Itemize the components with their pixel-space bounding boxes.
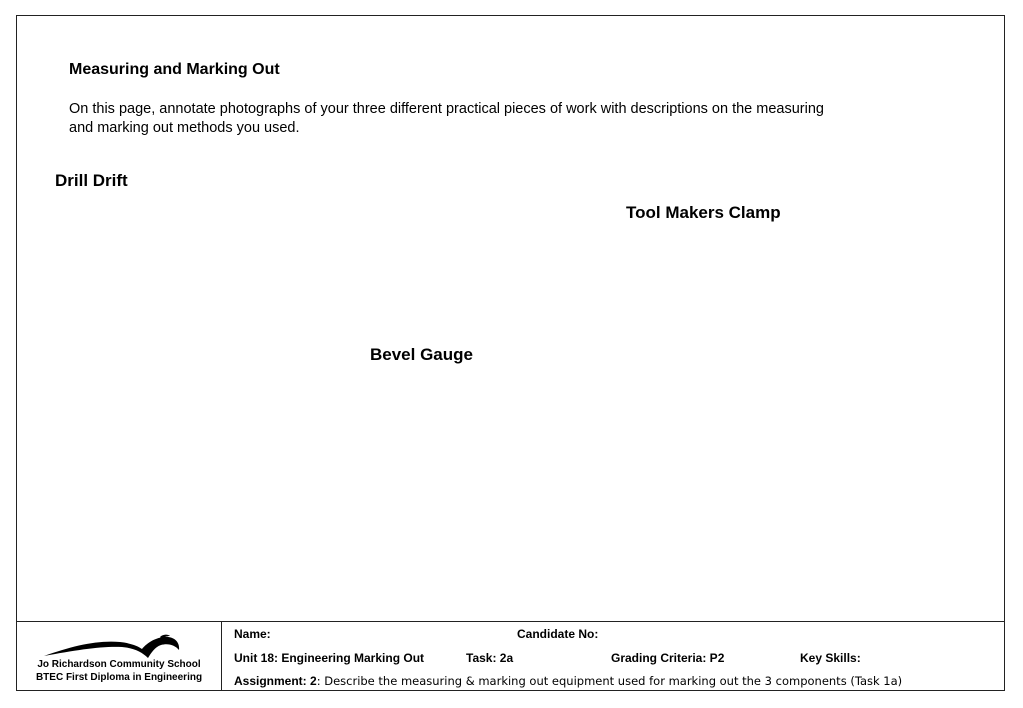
school-name: Jo Richardson Community School: [37, 659, 201, 670]
unit-label: Unit 18: Engineering Marking Out: [234, 651, 425, 665]
footer-table: [16, 621, 1005, 691]
assignment-row: [234, 674, 902, 688]
name-field-label: Name:: [234, 627, 271, 641]
candidate-number-label: Candidate No:: [517, 627, 599, 641]
drill-drift-label: Drill Drift: [55, 171, 128, 190]
tool-makers-clamp-label: Tool Makers Clamp: [626, 203, 781, 222]
key-skills-label: Key Skills:: [800, 651, 861, 665]
instructions-text: On this page, annotate photographs of your three different practical pieces of work with descriptions on the measuring and marking out methods you used.: [69, 101, 824, 136]
bird-logo-icon: [42, 634, 182, 662]
school-logo-cell: [16, 622, 222, 691]
course-name: BTEC First Diploma in Engineering: [35, 672, 203, 683]
page-title: Measuring and Marking Out: [69, 61, 280, 78]
bevel-gauge-label: Bevel Gauge: [370, 345, 473, 364]
task-label: Task: 2a: [466, 651, 514, 665]
assignment-description: : Describe the measuring & marking out equipment used for marking out the 3 components (Task 1a): [316, 674, 903, 688]
assignment-label: Assignment: 2: [234, 674, 317, 688]
grading-criteria-label: Grading Criteria: P2: [611, 651, 725, 665]
